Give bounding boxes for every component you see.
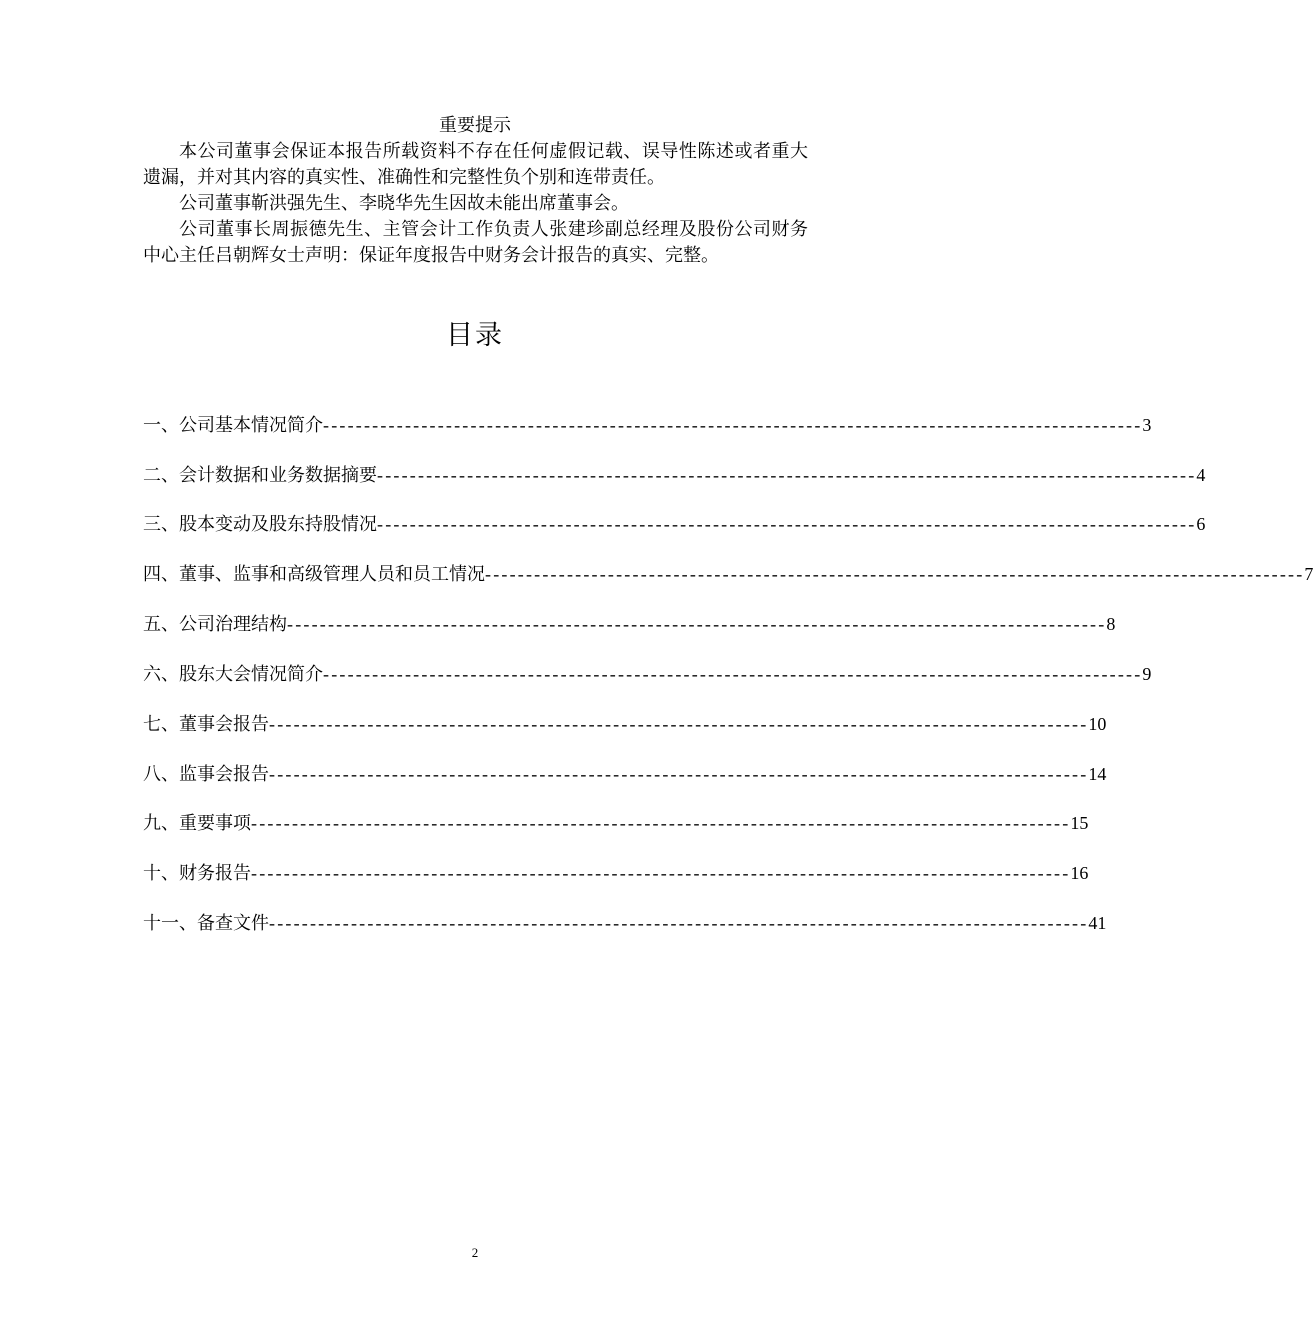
toc-dot-leader: ---------------------------------------------------------------------------------------------------- [269,714,1089,734]
toc-entry[interactable] [143,908,1107,939]
toc-dot-leader: ---------------------------------------------------------------------------------------------------- [323,415,1143,435]
page-number: 2 [471,1245,479,1260]
toc-entry-label: 六、股东大会情况简介 [143,664,323,685]
toc-entry[interactable] [143,709,1107,740]
notice-paragraph: 公司董事长周振德先生、主管会计工作负责人张建珍副总经理及股份公司财务中心主任吕朝辉女士声明：保证年度报告中财务会计报告的真实、完整。 [143,219,808,266]
toc-dot-leader: ---------------------------------------------------------------------------------------------------- [287,614,1107,634]
toc-entry[interactable] [143,559,1313,590]
toc-entry[interactable] [143,808,1089,839]
toc-entry[interactable] [143,410,1152,441]
toc-dot-leader: ---------------------------------------------------------------------------------------------------- [323,664,1143,684]
notice-body [143,139,808,269]
toc-entry-label: 三、股本变动及股东持股情况 [143,514,377,535]
toc-entry[interactable] [143,460,1206,491]
toc-entry-label: 十、财务报告 [143,863,251,884]
toc-entry-page: 8 [1106,614,1116,634]
toc-entry-page: 16 [1070,863,1089,883]
toc-title: 目录 [446,320,504,351]
toc-dot-leader: ---------------------------------------------------------------------------------------------------- [269,764,1089,784]
toc-dot-leader: ---------------------------------------------------------------------------------------------------- [377,514,1197,534]
toc-entry-page: 6 [1196,514,1206,534]
toc-entry-page: 41 [1088,913,1107,933]
toc-entry-label: 一、公司基本情况简介 [143,415,323,436]
toc-entry-label: 五、公司治理结构 [143,614,287,635]
toc-entry-page: 15 [1070,813,1089,833]
toc-entry-page: 10 [1088,714,1107,734]
toc-entry-page: 3 [1142,415,1152,435]
notice-paragraph: 本公司董事会保证本报告所载资料不存在任何虚假记载、误导性陈述或者重大遗漏，并对其内容的真实性、准确性和完整性负个别和连带责任。 [143,141,808,188]
toc-entry[interactable] [143,609,1116,640]
toc-entry-label: 四、董事、监事和高级管理人员和员工情况 [143,564,485,585]
toc-dot-leader: ---------------------------------------------------------------------------------------------------- [485,564,1305,584]
toc-entry-label: 八、监事会报告 [143,764,269,785]
toc-dot-leader: ---------------------------------------------------------------------------------------------------- [251,863,1071,883]
toc-entry-page: 14 [1088,764,1107,784]
toc-entry-label: 九、重要事项 [143,813,251,834]
toc-dot-leader: ---------------------------------------------------------------------------------------------------- [269,913,1089,933]
toc-entry-page: 4 [1196,465,1206,485]
toc-entry-page: 9 [1142,664,1152,684]
toc-entry-label: 十一、备查文件 [143,913,269,934]
notice-paragraph: 公司董事靳洪强先生、李晓华先生因故未能出席董事会。 [179,193,629,214]
notice-title: 重要提示 [439,115,511,136]
toc-entry-label: 二、会计数据和业务数据摘要 [143,465,377,486]
toc-entry-label: 七、董事会报告 [143,714,269,735]
toc-entry[interactable] [143,509,1206,540]
toc-entry[interactable] [143,759,1107,790]
toc-dot-leader: ---------------------------------------------------------------------------------------------------- [251,813,1071,833]
toc-entry[interactable] [143,858,1089,889]
toc-entry-page: 7 [1304,564,1313,584]
toc-dot-leader: ---------------------------------------------------------------------------------------------------- [377,465,1197,485]
toc-entry[interactable] [143,659,1152,690]
